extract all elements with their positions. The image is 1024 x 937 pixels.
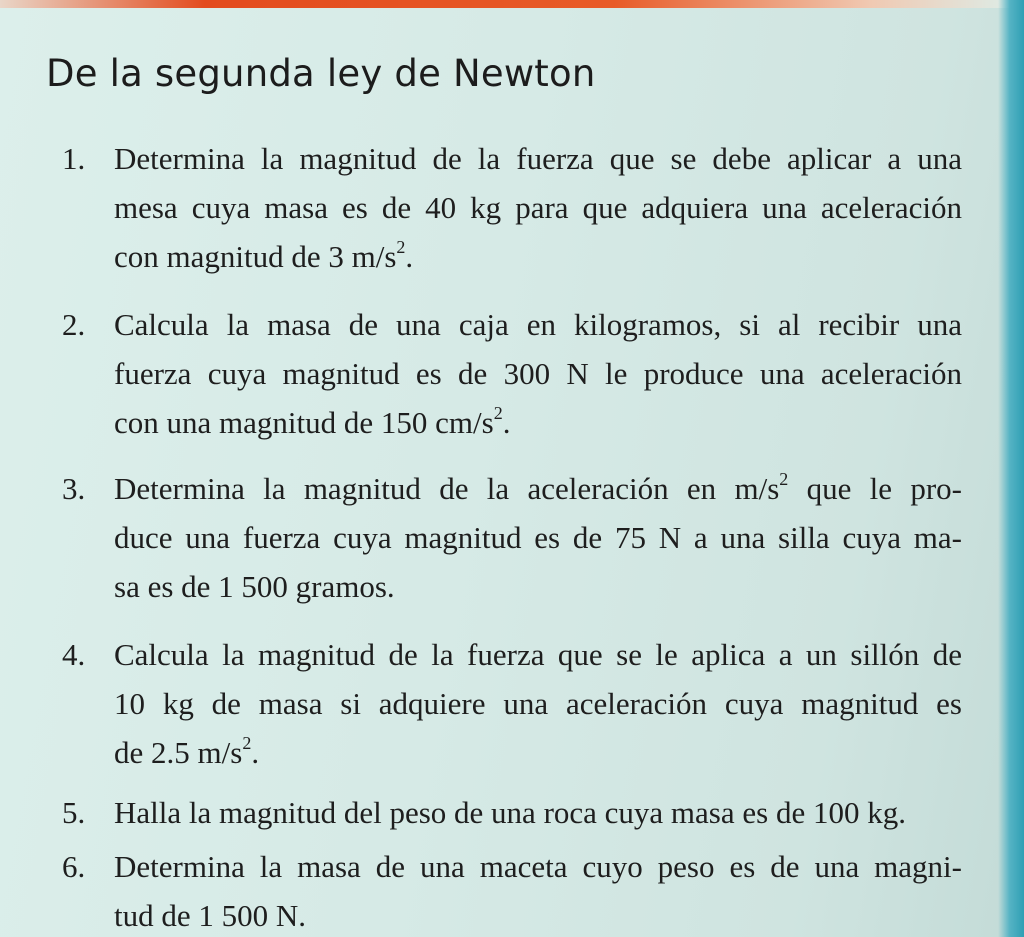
exponent: 2 bbox=[242, 733, 252, 753]
exponent: 2 bbox=[493, 403, 503, 423]
problem-line: Determina la masa de una maceta cuyo peso es de una magni- bbox=[114, 849, 962, 884]
line-text: con magnitud de 3 m/s bbox=[114, 239, 397, 274]
problem-line: Determina la magnitud de la fuerza que se debe aplicar a una bbox=[114, 141, 962, 176]
problem-line bbox=[114, 398, 962, 447]
problem-text bbox=[114, 134, 962, 281]
exponent: 2 bbox=[779, 469, 789, 489]
problem-number: 3. bbox=[62, 471, 86, 506]
problem-line: tud de 1 500 N. bbox=[114, 898, 307, 933]
problem-text bbox=[114, 464, 962, 611]
problem-text bbox=[114, 842, 962, 937]
problem-number: 6. bbox=[62, 849, 86, 884]
line-tail: . bbox=[251, 735, 260, 770]
line-tail: . bbox=[502, 405, 511, 440]
page-edge-shadow bbox=[998, 0, 1024, 937]
problem-line: fuerza cuya magnitud es de 300 N le produce una aceleración bbox=[114, 356, 962, 391]
problem-line: Calcula la magnitud de la fuerza que se le aplica a un sillón de bbox=[114, 637, 962, 672]
problem-line: duce una fuerza cuya magnitud es de 75 N a una silla cuya ma- bbox=[114, 520, 962, 555]
problem-line: 10 kg de masa si adquiere una aceleración cuya magnitud es bbox=[114, 686, 962, 721]
line-text: que le pro- bbox=[788, 471, 962, 506]
line-text: de 2.5 m/s bbox=[114, 735, 243, 770]
problem-line: sa es de 1 500 gramos. bbox=[114, 569, 395, 604]
line-tail: . bbox=[405, 239, 414, 274]
exponent: 2 bbox=[396, 237, 406, 257]
problem-text bbox=[114, 788, 962, 837]
problem-text bbox=[114, 630, 962, 777]
problem-line bbox=[114, 728, 962, 777]
problem-line bbox=[114, 464, 962, 513]
problem-line: Halla la magnitud del peso de una roca cuya masa es de 100 kg. bbox=[114, 795, 906, 830]
line-text: con una magnitud de 150 cm/s bbox=[114, 405, 494, 440]
problem-number: 4. bbox=[62, 637, 86, 672]
problem-line: mesa cuya masa es de 40 kg para que adquiera una aceleración bbox=[114, 190, 962, 225]
problem-number: 5. bbox=[62, 795, 86, 830]
problem-line: Calcula la masa de una caja en kilogramos, si al recibir una bbox=[114, 307, 962, 342]
section-heading: De la segunda ley de Newton bbox=[46, 52, 596, 95]
problem-number: 2. bbox=[62, 307, 86, 342]
line-text: Determina la magnitud de la aceleración en m/s bbox=[114, 471, 780, 506]
problem-line bbox=[114, 232, 962, 281]
top-color-strip bbox=[0, 0, 1024, 8]
problem-text bbox=[114, 300, 962, 447]
problem-number: 1. bbox=[62, 141, 86, 176]
